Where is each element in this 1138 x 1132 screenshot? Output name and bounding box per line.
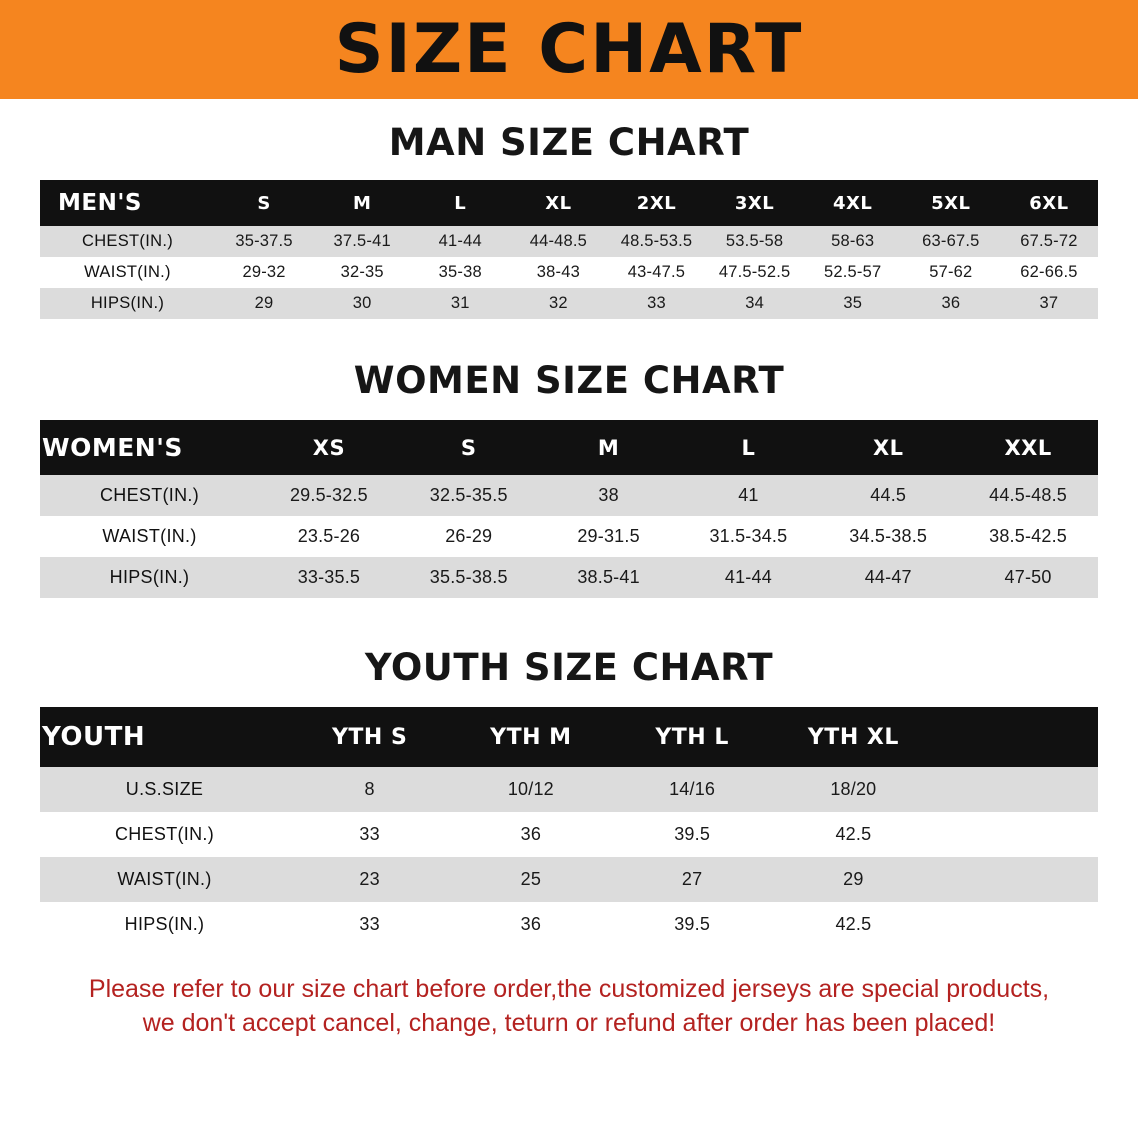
cell: 35.5-38.5 (399, 557, 539, 598)
cell: 33 (289, 902, 450, 947)
table-row (40, 812, 1098, 857)
table-row (40, 226, 1098, 257)
row-label: CHEST(IN.) (40, 226, 215, 257)
row-label: CHEST(IN.) (40, 475, 259, 516)
page-banner (0, 0, 1138, 99)
table-row (40, 767, 1098, 812)
row-label: U.S.SIZE (40, 767, 289, 812)
cell: 39.5 (612, 902, 773, 947)
cell: 29 (773, 857, 934, 902)
women-header-size: XL (818, 420, 958, 475)
man-section-heading: MAN SIZE CHART (388, 121, 750, 164)
table-row (40, 288, 1098, 319)
cell: 25 (450, 857, 611, 902)
youth-header-size: YTH M (450, 707, 611, 767)
cell: 27 (612, 857, 773, 902)
man-header-size: 5XL (902, 180, 1000, 226)
cell: 48.5-53.5 (607, 226, 705, 257)
cell: 41-44 (678, 557, 818, 598)
women-header-row (40, 420, 1098, 475)
youth-header-size: YTH L (612, 707, 773, 767)
cell: 58-63 (804, 226, 902, 257)
women-size-table (40, 420, 1098, 598)
cell: 35-37.5 (215, 226, 313, 257)
cell: 18/20 (773, 767, 934, 812)
women-header-size: S (399, 420, 539, 475)
row-label: WAIST(IN.) (40, 516, 259, 557)
cell: 38-43 (509, 257, 607, 288)
row-label: HIPS(IN.) (40, 902, 289, 947)
cell: 44.5-48.5 (958, 475, 1098, 516)
cell: 43-47.5 (607, 257, 705, 288)
youth-header-row (40, 707, 1098, 767)
man-size-table (40, 180, 1098, 319)
youth-header-size: YTH S (289, 707, 450, 767)
youth-table-head (40, 707, 1098, 767)
cell: 23.5-26 (259, 516, 399, 557)
row-label: HIPS(IN.) (40, 557, 259, 598)
women-header-size: M (539, 420, 679, 475)
table-row (40, 475, 1098, 516)
row-label: HIPS(IN.) (40, 288, 215, 319)
cell: 62-66.5 (1000, 257, 1098, 288)
man-header-size: XL (509, 180, 607, 226)
cell: 44.5 (818, 475, 958, 516)
youth-table-body (40, 767, 1098, 947)
cell: 36 (450, 812, 611, 857)
cell: 44-47 (818, 557, 958, 598)
cell-spacer (934, 812, 1098, 857)
cell: 47-50 (958, 557, 1098, 598)
table-row (40, 902, 1098, 947)
cell: 29-31.5 (539, 516, 679, 557)
cell: 36 (902, 288, 1000, 319)
women-header-size: XS (259, 420, 399, 475)
cell-spacer (934, 767, 1098, 812)
man-header-row (40, 180, 1098, 226)
cell: 37.5-41 (313, 226, 411, 257)
cell: 42.5 (773, 812, 934, 857)
man-table-body (40, 226, 1098, 319)
youth-section-heading: YOUTH SIZE CHART (364, 646, 774, 689)
cell: 34.5-38.5 (818, 516, 958, 557)
cell: 41 (678, 475, 818, 516)
man-header-size: 6XL (1000, 180, 1098, 226)
table-row (40, 516, 1098, 557)
youth-table-wrap (40, 707, 1098, 947)
page-title: SIZE CHART (334, 9, 804, 89)
man-header-size: M (313, 180, 411, 226)
cell: 57-62 (902, 257, 1000, 288)
cell: 33 (607, 288, 705, 319)
man-header-size: 4XL (804, 180, 902, 226)
man-table-wrap (40, 180, 1098, 319)
man-header-size: 3XL (706, 180, 804, 226)
cell-spacer (934, 902, 1098, 947)
cell: 38.5-42.5 (958, 516, 1098, 557)
youth-header-size: YTH XL (773, 707, 934, 767)
cell: 41-44 (411, 226, 509, 257)
cell: 23 (289, 857, 450, 902)
cell: 32.5-35.5 (399, 475, 539, 516)
cell: 47.5-52.5 (706, 257, 804, 288)
cell: 31.5-34.5 (678, 516, 818, 557)
women-table-head (40, 420, 1098, 475)
man-header-size: 2XL (607, 180, 705, 226)
table-row (40, 857, 1098, 902)
disclaimer-note (34, 973, 1104, 1041)
cell: 26-29 (399, 516, 539, 557)
row-label: WAIST(IN.) (40, 857, 289, 902)
disclaimer-line-2: we don't accept cancel, change, teturn or refund after order has been placed! (142, 1008, 996, 1037)
women-section-heading: WOMEN SIZE CHART (353, 359, 785, 402)
cell: 35-38 (411, 257, 509, 288)
cell: 36 (450, 902, 611, 947)
cell: 44-48.5 (509, 226, 607, 257)
disclaimer-line-1: Please refer to our size chart before order,the customized jerseys are special products, (88, 975, 1050, 1003)
cell-spacer (934, 857, 1098, 902)
man-header-size: L (411, 180, 509, 226)
cell: 32-35 (313, 257, 411, 288)
women-header-size: XXL (958, 420, 1098, 475)
row-label: CHEST(IN.) (40, 812, 289, 857)
cell: 14/16 (612, 767, 773, 812)
table-row (40, 557, 1098, 598)
cell: 37 (1000, 288, 1098, 319)
man-table-head (40, 180, 1098, 226)
man-header-size: S (215, 180, 313, 226)
cell: 29-32 (215, 257, 313, 288)
cell: 42.5 (773, 902, 934, 947)
cell: 30 (313, 288, 411, 319)
cell: 34 (706, 288, 804, 319)
cell: 8 (289, 767, 450, 812)
cell: 52.5-57 (804, 257, 902, 288)
man-header-label: MEN'S (40, 180, 215, 226)
youth-header-label: YOUTH (40, 707, 289, 767)
cell: 32 (509, 288, 607, 319)
cell: 31 (411, 288, 509, 319)
cell: 29 (215, 288, 313, 319)
cell: 39.5 (612, 812, 773, 857)
cell: 29.5-32.5 (259, 475, 399, 516)
cell: 38 (539, 475, 679, 516)
cell: 33-35.5 (259, 557, 399, 598)
cell: 67.5-72 (1000, 226, 1098, 257)
women-header-label: WOMEN'S (40, 420, 259, 475)
cell: 33 (289, 812, 450, 857)
women-table-wrap (40, 420, 1098, 598)
row-label: WAIST(IN.) (40, 257, 215, 288)
youth-size-table (40, 707, 1098, 947)
table-row (40, 257, 1098, 288)
women-table-body (40, 475, 1098, 598)
women-header-size: L (678, 420, 818, 475)
cell: 63-67.5 (902, 226, 1000, 257)
cell: 38.5-41 (539, 557, 679, 598)
cell: 35 (804, 288, 902, 319)
cell: 10/12 (450, 767, 611, 812)
cell: 53.5-58 (706, 226, 804, 257)
youth-header-spacer (934, 707, 1098, 767)
